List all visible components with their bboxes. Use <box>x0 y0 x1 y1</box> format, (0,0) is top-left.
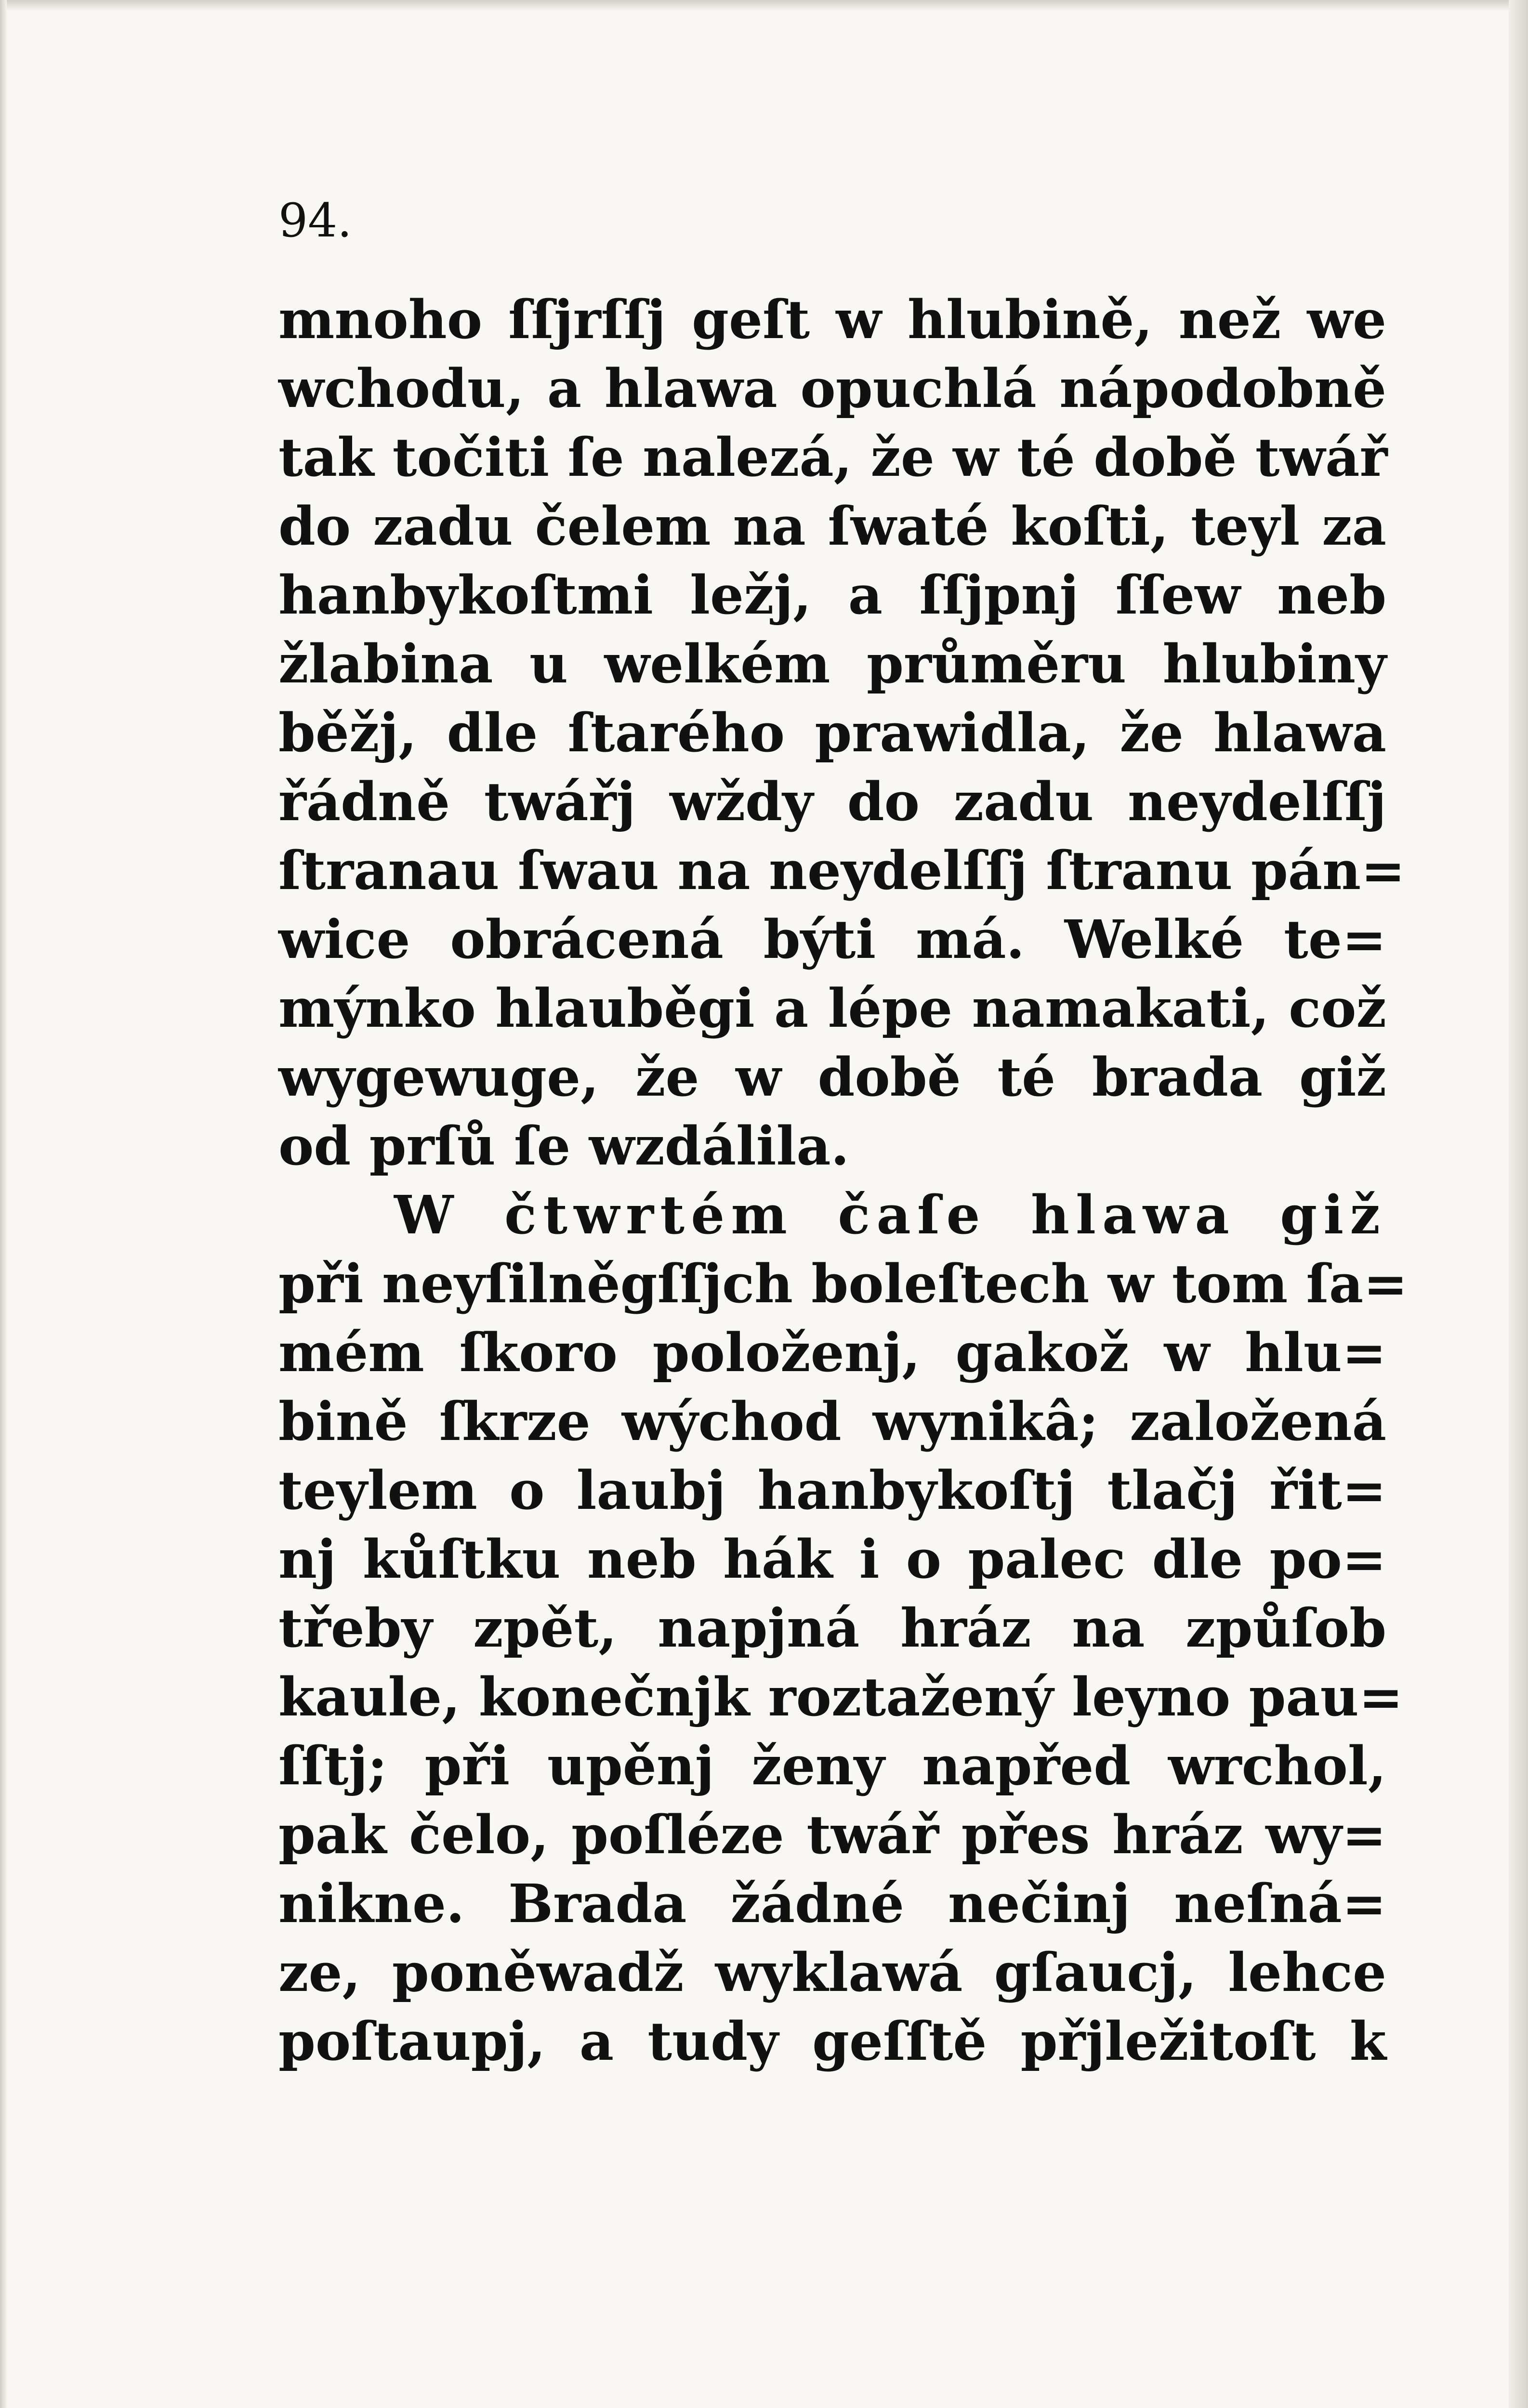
page-top-edge <box>0 0 1528 11</box>
text-line: ſtranau ſwau na neydelſſj ſtranu pán= <box>278 839 1406 902</box>
page-number: 94. <box>278 194 352 248</box>
text-line: nj kůſtku neb hák i o palec dle po= <box>278 1528 1386 1590</box>
text-line: mém ſkoro položenj, gakož w hlu= <box>278 1322 1386 1384</box>
text-line: wygewuge, že w době té brada giž <box>278 1046 1386 1108</box>
text-line: od prſů ſe wzdálila. <box>278 1115 849 1177</box>
text-line: do zadu čelem na ſwaté koſti, teyl za <box>278 495 1386 557</box>
text-line: žlabina u welkém průměru hlubiny <box>278 633 1386 695</box>
text-line: ſſtj; při upěnj ženy napřed wrchol, <box>278 1735 1386 1797</box>
text-line: běžj, dle ſtarého prawidla, že hlawa <box>278 702 1386 764</box>
text-line: teylem o laubj hanbykoſtj tlačj řit= <box>278 1459 1386 1521</box>
text-line: kaule, konečnjk roztažený leyno pau= <box>278 1666 1403 1728</box>
text-line: mýnko hlauběgi a lépe namakati, což <box>278 977 1386 1039</box>
text-line: bině ſkrze wýchod wynikâ; založená <box>278 1390 1386 1453</box>
page-right-edge <box>1509 0 1528 2408</box>
text-line: W čtwrtém čaſe hlawa giž <box>394 1184 1386 1246</box>
text-line: mnoho ſſjrſſj geſt w hlubině, než we <box>278 288 1386 351</box>
text-line: wice obrácená býti má. Welké te= <box>278 908 1386 970</box>
text-line: řádně twářj wždy do zadu neydelſſj <box>278 771 1386 833</box>
text-line: tak točiti ſe nalezá, že w té době twář <box>278 426 1388 488</box>
text-line: pak čelo, poſléze twář přes hráz wy= <box>278 1804 1386 1866</box>
page-left-edge <box>0 0 7 2408</box>
text-line: při neyſilněgſſjch boleſtech w tom ſa= <box>278 1253 1408 1315</box>
text-line: hanbykoſtmi ležj, a ſſjpnj ſſew neb <box>278 564 1386 626</box>
text-line: ze, poněwadž wyklawá gſaucj, lehce <box>278 1941 1386 2003</box>
text-line: poſtaupj, a tudy geſſtě přjležitoſt k <box>278 2010 1386 2072</box>
body-text <box>278 285 1408 2076</box>
text-line: nikne. Brada žádné nečinj neſná= <box>278 1872 1386 1935</box>
text-line: wchodu, a hlawa opuchlá nápodobně <box>278 357 1386 419</box>
text-line: třeby zpět, napjná hráz na způſob <box>278 1597 1386 1659</box>
